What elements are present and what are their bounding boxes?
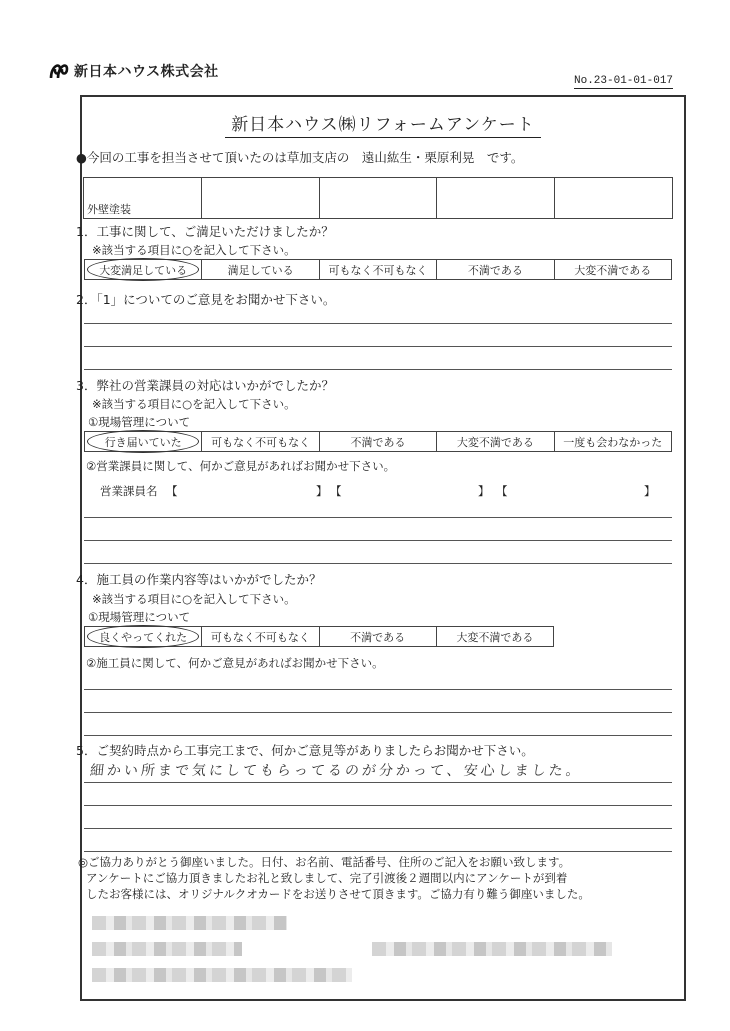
q3-label: 3．弊社の営業課員の対応はいかがでしたか？ (76, 378, 334, 393)
q4-sub1: ①現場管理について (88, 610, 191, 624)
redacted-info (372, 942, 612, 956)
q1-option-label: 大変不満である (574, 263, 652, 277)
q4-option-label: 不満である (350, 630, 406, 644)
q1-option[interactable] (202, 260, 319, 280)
q4-option[interactable] (202, 627, 319, 647)
q1-options (84, 259, 672, 280)
q3-option-label: 一度も会わなかった (563, 435, 663, 449)
answer-line (84, 851, 672, 852)
answer-line (84, 540, 672, 541)
answer-line (84, 712, 672, 713)
q3-option[interactable] (319, 432, 436, 452)
redacted-info (92, 942, 242, 956)
work-item: 外壁塗装 (84, 178, 202, 219)
footer-line-3: したお客様には、オリジナルクオカードをお送りさせて頂きます。ご協力有り難う御座いました。 (86, 887, 590, 901)
work-item (555, 178, 673, 219)
q4-option[interactable] (319, 627, 436, 647)
redacted-info (92, 968, 352, 982)
q3-option-label: 不満である (350, 435, 406, 449)
q4-option-label: 可もなく不可もなく (210, 630, 310, 644)
q1-option-label: 大変満足している (99, 263, 188, 277)
q2-label: 2．「1」についてのご意見をお聞かせ下さい。 (76, 292, 336, 307)
q1-option[interactable] (437, 260, 554, 280)
staff-name-label: 営業課員名 (100, 484, 158, 498)
q1-label: 1．工事に関して、ご満足いただけましたか？ (76, 224, 334, 239)
answer-line (84, 689, 672, 690)
bracket-close: 】 (478, 484, 490, 498)
q4-option[interactable] (436, 627, 553, 647)
q1-option[interactable] (85, 260, 202, 280)
redacted-info (92, 916, 287, 930)
answer-line (84, 828, 672, 829)
q4-option[interactable] (85, 627, 202, 647)
q4-note: ※該当する項目に○を記入して下さい。 (92, 592, 296, 606)
survey-title (80, 110, 686, 135)
bracket-open: 【 (496, 484, 508, 498)
q3-option[interactable] (202, 432, 319, 452)
q4-sub2: ②施工員に関して、何かご意見があればお聞かせ下さい。 (86, 656, 384, 670)
survey-title-text: 新日本ハウス㈱リフォームアンケート (225, 115, 541, 138)
bracket-open: 【 (166, 484, 178, 498)
q4-option-label: 良くやってくれた (99, 630, 188, 644)
q4-label: 4．施工員の作業内容等はいかがでしたか？ (76, 572, 322, 587)
q3-option-label: 可もなく不可もなく (211, 435, 311, 449)
q3-option-label: 大変不満である (456, 435, 534, 449)
q1-option[interactable] (319, 260, 436, 280)
answer-line (84, 346, 672, 347)
work-item (201, 178, 319, 219)
answer-line (84, 735, 672, 736)
answer-line (84, 369, 672, 370)
work-item (319, 178, 437, 219)
q1-note: ※該当する項目に○を記入して下さい。 (92, 243, 296, 257)
footer-line-1: ◎ご協力ありがとう御座いました。日付、お名前、電話番号、住所のご記入をお願い致します。 (78, 855, 571, 869)
bracket-close: 】 (644, 484, 656, 498)
answer-line (84, 805, 672, 806)
q3-option[interactable] (437, 432, 554, 452)
bracket-close: 】 (316, 484, 328, 498)
answer-line (84, 517, 672, 518)
q3-sub2: ②営業課員に関して、何かご意見があればお聞かせ下さい。 (86, 459, 396, 473)
document-number: No.23-01-01-017 (574, 75, 674, 87)
q5-label: 5．ご契約時点から工事完工まで、何かご意見等がありましたらお聞かせ下さい。 (76, 743, 534, 758)
intro-text: ●今回の工事を担当させて頂いたのは草加支店の 遠山紘生・栗原利晃 です。 (76, 150, 524, 165)
answer-line (84, 782, 672, 783)
q3-option-label: 行き届いていた (104, 435, 182, 449)
company-logo (48, 60, 219, 82)
q4-option-label: 大変不満である (456, 630, 534, 644)
q3-option[interactable] (85, 432, 202, 452)
work-item (437, 178, 555, 219)
footer-line-2: アンケートにご協力頂きましたお礼と致しまして、完了引渡後２週間以内にアンケートが到着 (86, 871, 568, 885)
company-logo-icon (48, 60, 70, 82)
q4-options (84, 626, 554, 647)
q3-option[interactable] (554, 432, 671, 452)
company-name: 新日本ハウス株式会社 (74, 64, 219, 80)
work-items-table (83, 177, 673, 219)
q3-sub1: ①現場管理について (88, 415, 191, 429)
bracket-open: 【 (330, 484, 342, 498)
q1-option-label: 可もなく不可もなく (328, 263, 428, 277)
answer-line (84, 563, 672, 564)
answer-line (84, 323, 672, 324)
q5-handwritten-answer: 細かい所まで気にしてもらってるのが分かって、安心しました。 (89, 763, 584, 779)
q1-option-label: 満足している (227, 263, 294, 277)
q3-note: ※該当する項目に○を記入して下さい。 (92, 397, 296, 411)
q1-option-label: 不満である (467, 263, 523, 277)
q1-option[interactable] (554, 260, 671, 280)
q3-options (84, 431, 672, 452)
